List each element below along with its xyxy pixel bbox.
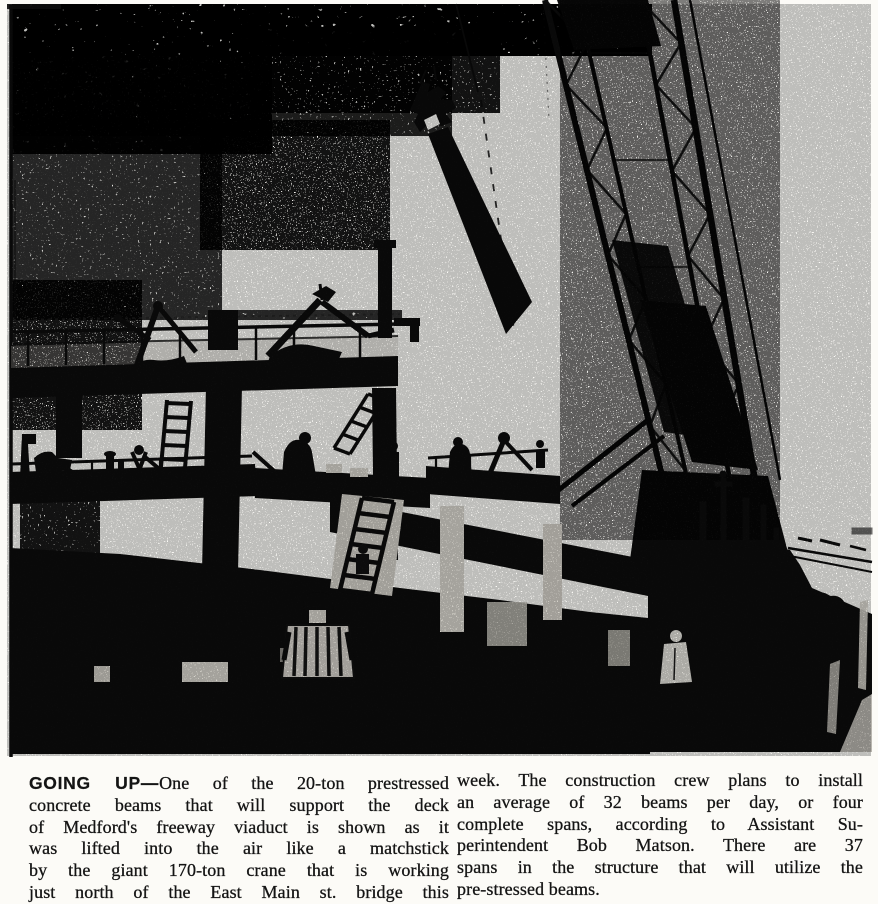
caption-line: complete spans, according to Assistant Su- bbox=[457, 813, 863, 834]
caption-line: just north of the East Main st. bridge this bbox=[29, 881, 449, 902]
caption-line: an average of 32 beams per day, or four bbox=[457, 791, 863, 812]
caption-text: One of the 20-ton prestressed bbox=[159, 773, 449, 793]
caption-line bbox=[29, 773, 449, 795]
caption-line: perintendent Bob Matson. There are 37 bbox=[457, 835, 863, 856]
caption-lines-right bbox=[457, 770, 863, 879]
caption-line: spans in the structure that will utilize the bbox=[457, 857, 863, 878]
caption-line: of Medford's freeway viaduct is shown as it bbox=[29, 816, 449, 837]
caption-line: concrete beams that will support the deck bbox=[29, 794, 449, 815]
caption-lead: GOING UP— bbox=[29, 773, 160, 793]
caption-line: by the giant 170-ton crane that is working bbox=[29, 860, 449, 881]
film-grain bbox=[7, 4, 871, 756]
caption-line-last: pre-stressed beams. bbox=[457, 878, 600, 899]
caption-lines-left bbox=[29, 795, 449, 904]
caption-column-right bbox=[457, 770, 863, 901]
caption-column-left bbox=[29, 773, 449, 904]
caption-line: week. The construction crew plans to install bbox=[457, 770, 863, 790]
caption-line: was lifted into the air like a matchstick bbox=[29, 838, 449, 859]
